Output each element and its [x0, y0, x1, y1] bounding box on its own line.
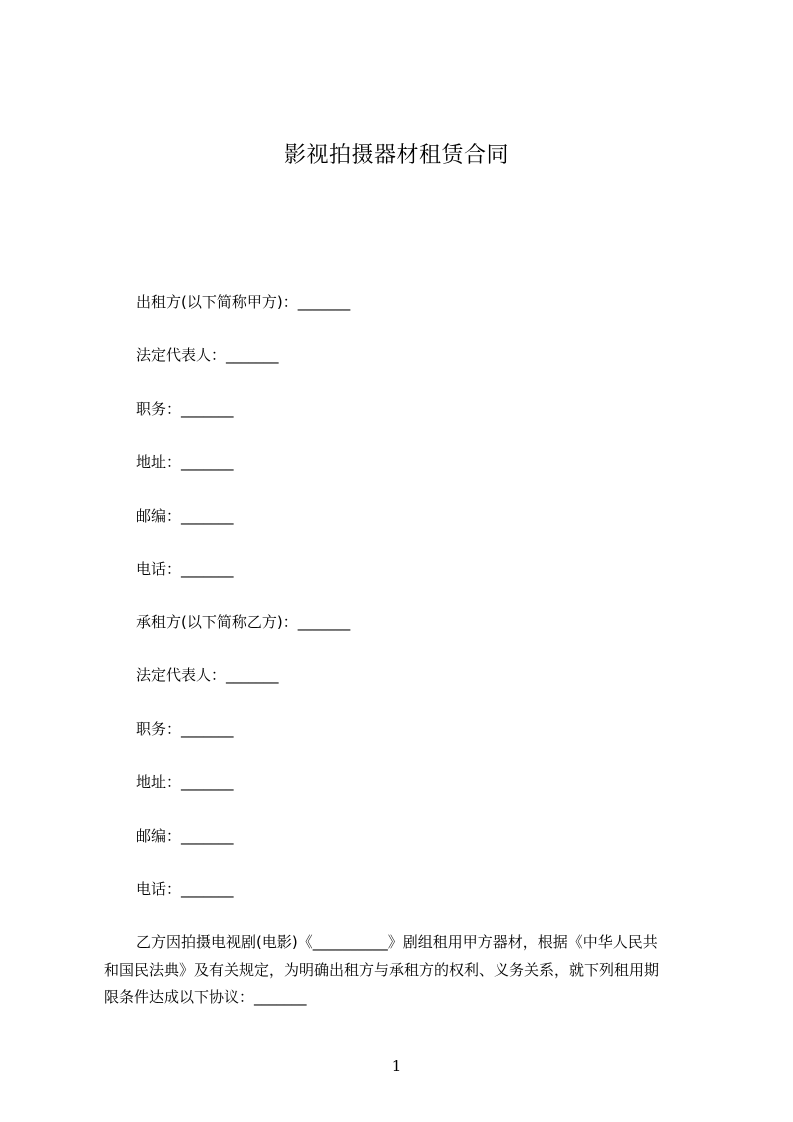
- intro-paragraph-line: 和国民法典》及有关规定，为明确出租方与承租方的权利、义务关系，就下列租用期: [104, 961, 660, 979]
- lessee-address-field: 地址：_______: [136, 773, 234, 791]
- lessor-phone-field: 电话：_______: [136, 560, 234, 578]
- lessee-representative-field: 法定代表人：_______: [136, 666, 279, 684]
- document-title: 影视拍摄器材租赁合同: [283, 143, 509, 168]
- lessor-position-field: 职务：_______: [136, 400, 234, 418]
- lessor-party-field: 出租方(以下简称甲方)：_______: [136, 293, 351, 311]
- lessee-party-field: 承租方(以下简称乙方)：_______: [136, 613, 351, 631]
- page-number: 1: [391, 1057, 402, 1075]
- lessor-postcode-field: 邮编：_______: [136, 507, 234, 525]
- intro-paragraph-line: 乙方因拍摄电视剧(电影)《__________》剧组租用甲方器材，根据《中华人民共: [136, 933, 658, 951]
- lessee-position-field: 职务：_______: [136, 720, 234, 738]
- lessee-postcode-field: 邮编：_______: [136, 827, 234, 845]
- intro-paragraph-line: 限条件达成以下协议：_______: [104, 988, 307, 1006]
- lessor-representative-field: 法定代表人：_______: [136, 346, 279, 364]
- lessee-phone-field: 电话：_______: [136, 880, 234, 898]
- lessor-address-field: 地址：_______: [136, 453, 234, 471]
